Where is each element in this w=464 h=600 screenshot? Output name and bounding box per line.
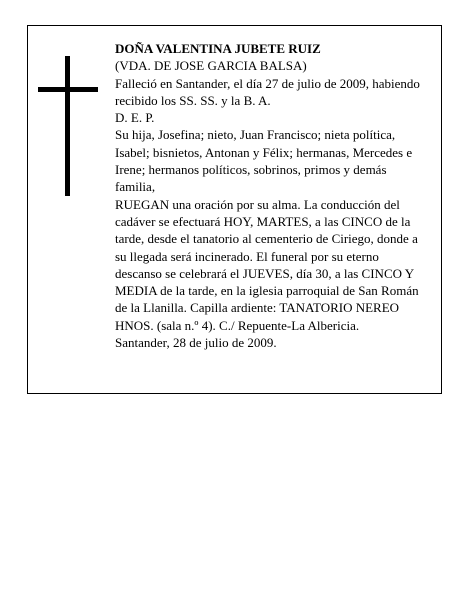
death-statement: Falleció en Santander, el día 27 de julio de 2009, habiendo recibido los SS. SS. y la B. A. [115,75,420,108]
place-date: Santander, 28 de julio de 2009. [115,335,277,351]
obituary-text [115,40,420,351]
rip-line: D. E. P. [115,110,155,126]
cross-horizontal-bar [38,87,98,92]
cross-vertical-bar [65,56,70,196]
funeral-details: RUEGAN una oración por su alma. La conducción del cadáver se efectuará HOY, MARTES, a las CINCO de la tarde, desde el tanatorio al cementerio de Ciriego, donde a su llegada será incinerado. El funeral por su eterno descanso se celebrará el JUEVES, día 30, a las CINCO Y MEDIA de la tarde, en la iglesia parroquial de San Román de la Llanilla. Capilla ardiente: TANATORIO NEREO HNOS. (sala n.º 4). C./ Repuente-La Albericia. [115,196,419,333]
family-list: Su hija, Josefina; nieto, Juan Francisco; nieta política, Isabel; bisnietos, Antonan y Félix; hermanas, Mercedes e Irene; hermanos políticos, sobrinos, primos y demás familia, [115,127,413,195]
widow-of-line: (VDA. DE JOSE GARCIA BALSA) [115,58,307,74]
deceased-name: DOÑA VALENTINA JUBETE RUIZ [115,41,321,56]
cross-icon [38,56,98,196]
